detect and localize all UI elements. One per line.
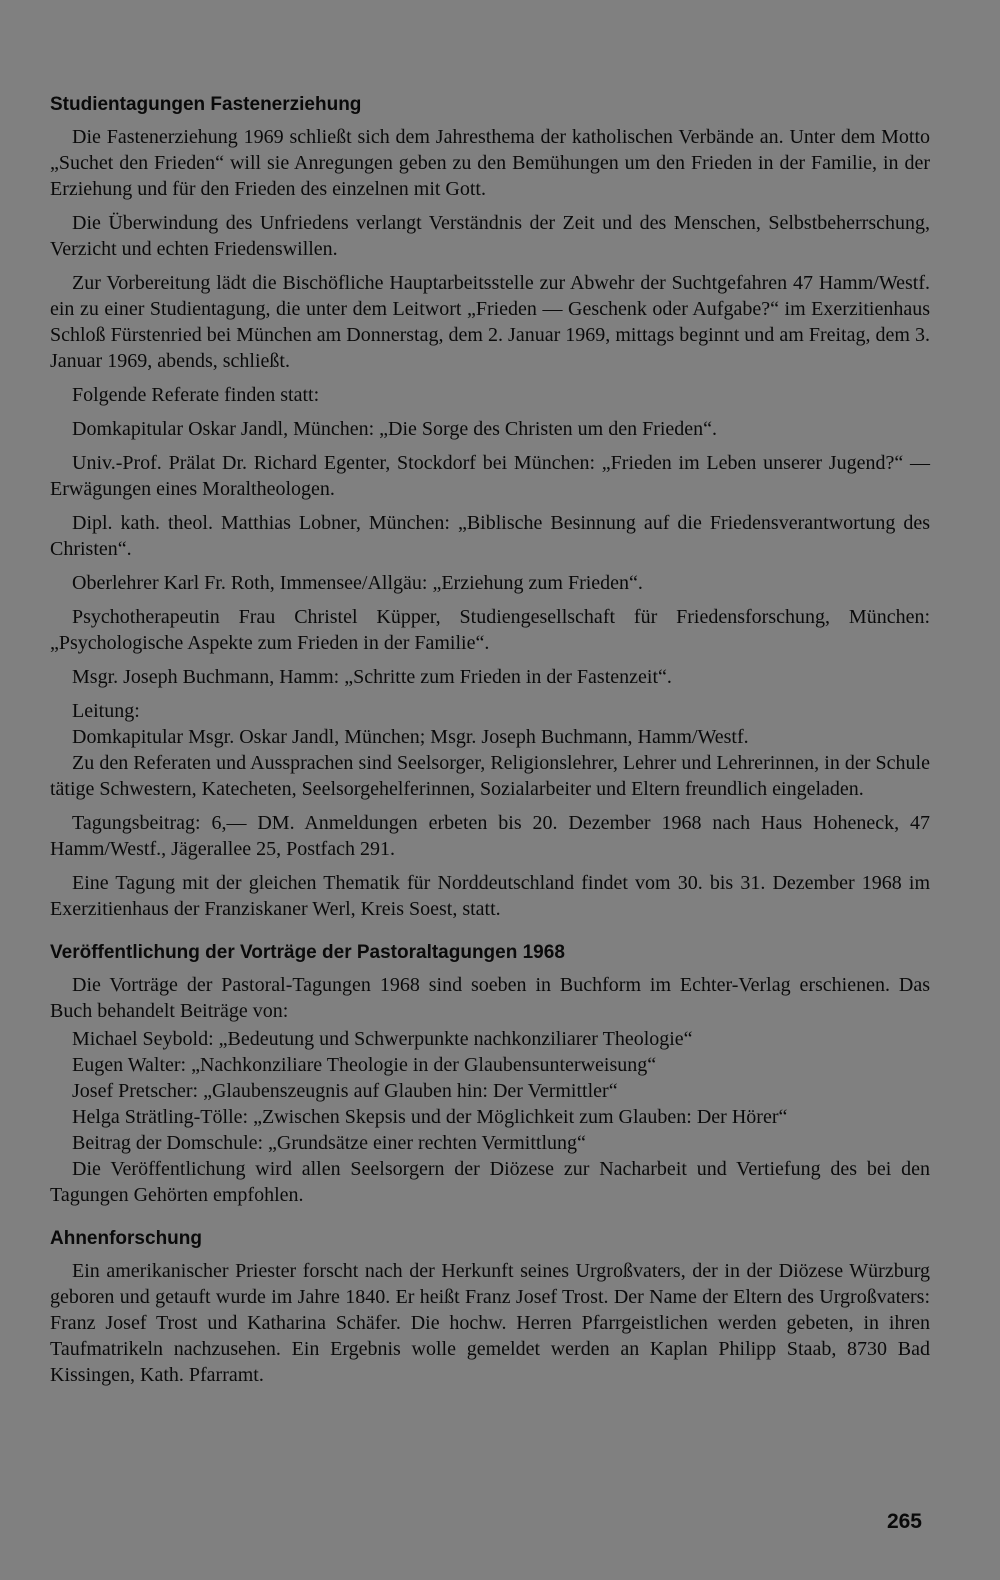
- paragraph: Die Vorträge der Pastoral-Tagungen 1968 sind soeben in Buchform im Echter-Verlag erschienen. Das Buch behandelt Beiträge von:: [50, 974, 930, 1022]
- section-veroeffentlichung: [50, 940, 930, 1208]
- page-number: 265: [886, 1510, 922, 1533]
- paragraph: Die Überwindung des Unfriedens verlangt Verständnis der Zeit und des Menschen, Selbstbeherrschung, Verzicht und echten Friedenswillen.: [50, 212, 930, 260]
- paragraph: Msgr. Joseph Buchmann, Hamm: „Schritte zum Frieden in der Fastenzeit“.: [72, 666, 672, 688]
- paragraph: Oberlehrer Karl Fr. Roth, Immensee/Allgäu: „Erziehung zum Frieden“.: [72, 572, 643, 594]
- list-item: Helga Strätling-Tölle: „Zwischen Skepsis und der Möglichkeit zum Glauben: Der Hörer“: [72, 1106, 788, 1128]
- paragraph: Dipl. kath. theol. Matthias Lobner, München: „Biblische Besinnung auf die Friedensverantwortung des Christen“.: [50, 512, 930, 560]
- paragraph: Leitung:: [72, 700, 140, 722]
- paragraph: Folgende Referate finden statt:: [72, 384, 320, 406]
- paragraph: Univ.-Prof. Prälat Dr. Richard Egenter, Stockdorf bei München: „Frieden im Leben unserer Jugend?“ — Erwägungen eines Moraltheologen.: [50, 452, 930, 500]
- list-item: Josef Pretscher: „Glaubenszeugnis auf Glauben hin: Der Vermittler“: [72, 1080, 618, 1102]
- paragraph: Die Fastenerziehung 1969 schließt sich dem Jahresthema der katholischen Verbände an. Unter dem Motto „Suchet den Frieden“ will sie Anregungen geben zu den Bemühungen um den Frieden in der Familie, in der Erziehung und für den Frieden des einzelnen mit Gott.: [50, 126, 930, 200]
- paragraph: Psychotherapeutin Frau Christel Küpper, Studiengesellschaft für Friedensforschung, München: „Psychologische Aspekte zum Frieden in der Familie“.: [50, 606, 930, 654]
- section-heading: Veröffentlichung der Vorträge der Pastoraltagungen 1968: [50, 942, 565, 963]
- paragraph: Zu den Referaten und Aussprachen sind Seelsorger, Religionslehrer, Lehrer und Lehrerinnen, in der Schule tätige Schwestern, Katecheten, Seelsorgehelferinnen, Sozialarbeiter und Eltern freundlich eingeladen.: [50, 752, 930, 800]
- paragraph: Domkapitular Msgr. Oskar Jandl, München; Msgr. Joseph Buchmann, Hamm/Westf.: [72, 726, 749, 748]
- list-item: Eugen Walter: „Nachkonziliare Theologie in der Glaubensunterweisung“: [72, 1054, 657, 1076]
- paragraph: Ein amerikanischer Priester forscht nach der Herkunft seines Urgroßvaters, der in der Diözese Würzburg geboren und getauft wurde im Jahre 1840. Er heißt Franz Josef Trost. Der Name der Eltern des Urgroßvaters: Franz Josef Trost und Katharina Schäfer. Die hochw. Herren Pfarrgeistlichen werden gebeten, in ihren Taufmatrikeln nachzusehen. Ein Ergebnis wolle gemeldet werden an Kaplan Philipp Staab, 8730 Bad Kissingen, Kath. Pfarramt.: [50, 1260, 930, 1386]
- section-heading: Studientagungen Fastenerziehung: [50, 94, 362, 115]
- section-heading: Ahnenforschung: [50, 1228, 202, 1249]
- section-ahnenforschung: [50, 1226, 930, 1388]
- paragraph: Tagungsbeitrag: 6,— DM. Anmeldungen erbeten bis 20. Dezember 1968 nach Haus Hoheneck, 47 Hamm/Westf., Jägerallee 25, Postfach 291.: [50, 812, 930, 860]
- paragraph: Zur Vorbereitung lädt die Bischöfliche Hauptarbeitsstelle zur Abwehr der Suchtgefahren 47 Hamm/Westf. ein zu einer Studientagung, die unter dem Leitwort „Frieden — Geschenk oder Aufgabe?“ im Exerzitienhaus Schloß Fürstenried bei München am Donnerstag, dem 2. Januar 1969, mittags beginnt und am Freitag, dem 3. Januar 1969, abends, schließt.: [50, 272, 930, 372]
- document-page: [50, 92, 930, 1406]
- paragraph: Domkapitular Oskar Jandl, München: „Die Sorge des Christen um den Frieden“.: [72, 418, 718, 440]
- contributions-list: [50, 1026, 930, 1156]
- section-studientagungen: [50, 92, 930, 922]
- list-item: Beitrag der Domschule: „Grundsätze einer rechten Vermittlung“: [72, 1132, 586, 1154]
- paragraph: Die Veröffentlichung wird allen Seelsorgern der Diözese zur Nacharbeit und Vertiefung des bei den Tagungen Gehörten empfohlen.: [50, 1158, 930, 1206]
- paragraph: Eine Tagung mit der gleichen Thematik für Norddeutschland findet vom 30. bis 31. Dezember 1968 im Exerzitienhaus der Franziskaner Werl, Kreis Soest, statt.: [50, 872, 930, 920]
- list-item: Michael Seybold: „Bedeutung und Schwerpunkte nachkonziliarer Theologie“: [72, 1028, 693, 1050]
